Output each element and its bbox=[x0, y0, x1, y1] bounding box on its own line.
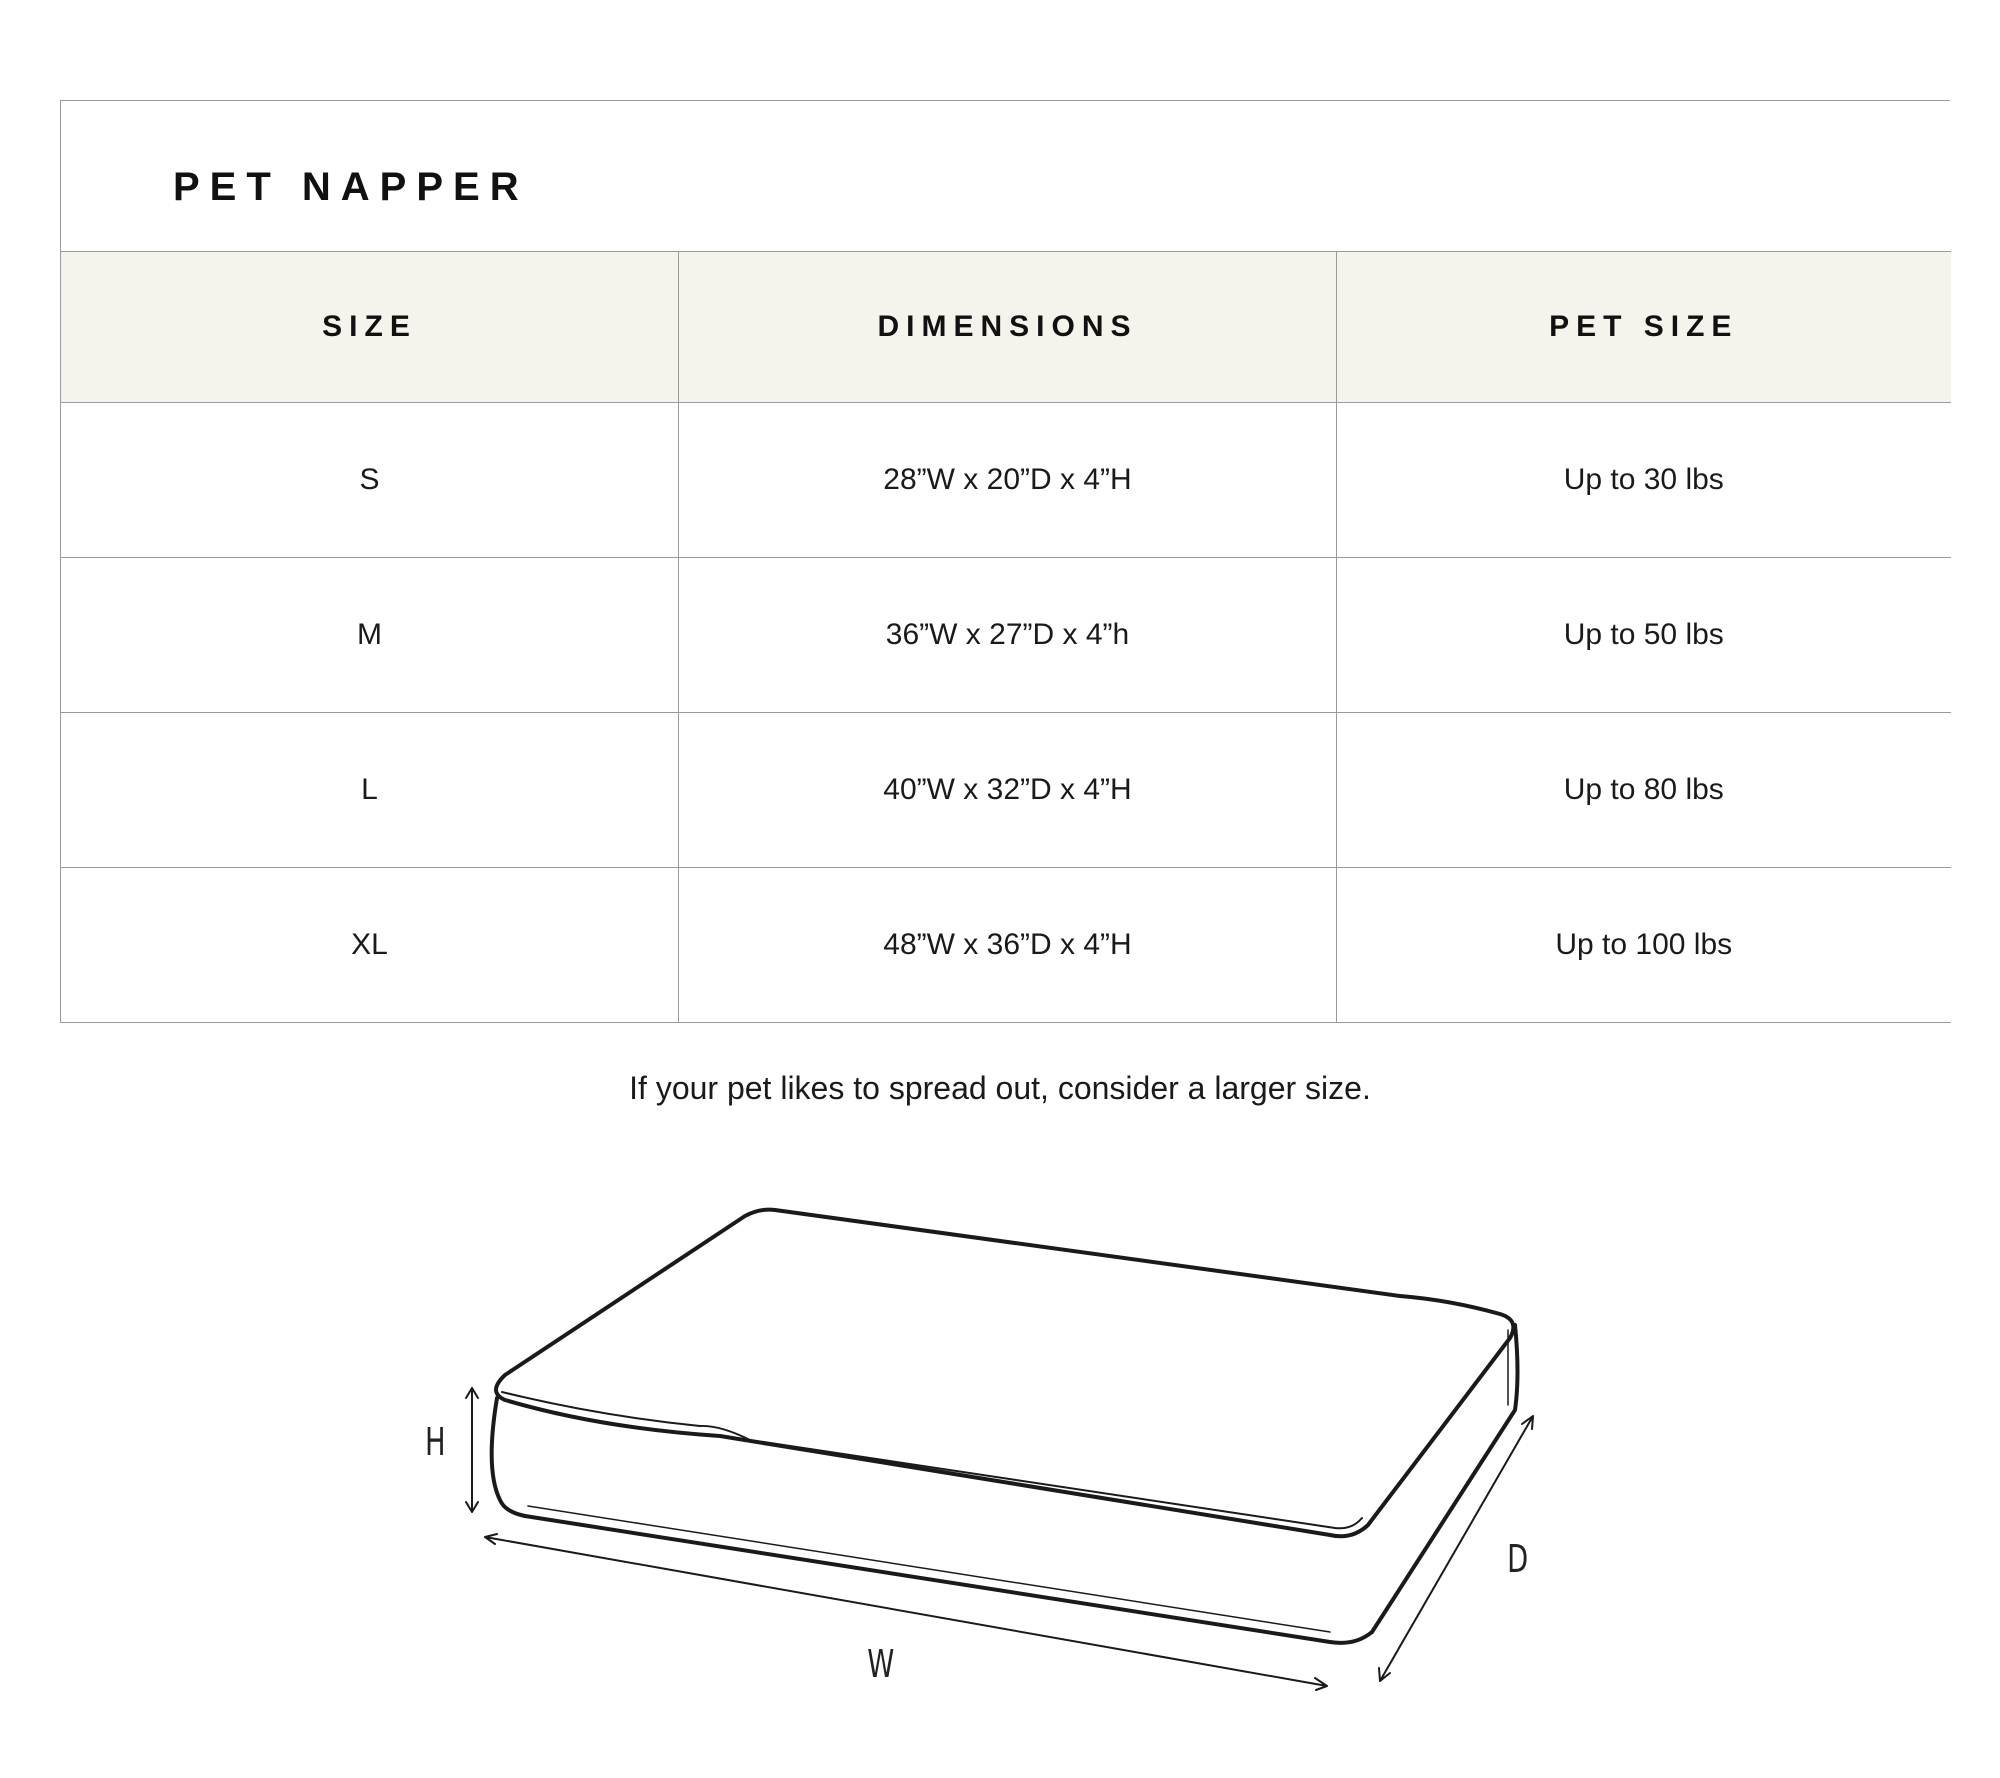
page-title: PET NAPPER bbox=[173, 165, 529, 209]
bed-side-right bbox=[1372, 1325, 1518, 1632]
size-note: If your pet likes to spread out, consider a larger size. bbox=[629, 1070, 1371, 1106]
cell-size: XL bbox=[61, 868, 679, 1023]
cell-pet-size: Up to 50 lbs bbox=[1337, 558, 1951, 713]
height-arrow bbox=[466, 1388, 478, 1512]
column-header-dimensions: DIMENSIONS bbox=[679, 252, 1337, 403]
cell-size: L bbox=[61, 713, 679, 868]
height-label: H bbox=[425, 1420, 446, 1464]
cell-size: S bbox=[61, 403, 679, 558]
bed-piping-line bbox=[502, 1392, 1362, 1528]
cell-pet-size: Up to 100 lbs bbox=[1337, 868, 1951, 1023]
cell-dimensions: 28”W x 20”D x 4”H bbox=[679, 403, 1337, 558]
column-header-pet-size: PET SIZE bbox=[1337, 252, 1951, 403]
bed-side-left bbox=[492, 1398, 525, 1516]
bed-bottom-inner bbox=[528, 1506, 1330, 1632]
cell-size: M bbox=[61, 558, 679, 713]
bed-top-outline bbox=[496, 1210, 1513, 1537]
cell-dimensions: 40”W x 32”D x 4”H bbox=[679, 713, 1337, 868]
bed-bottom-edge bbox=[525, 1516, 1372, 1643]
depth-label: D bbox=[1507, 1537, 1529, 1581]
cell-dimensions: 36”W x 27”D x 4”h bbox=[679, 558, 1337, 713]
width-label: W bbox=[867, 1642, 895, 1686]
column-header-size: SIZE bbox=[61, 252, 679, 403]
cell-pet-size: Up to 30 lbs bbox=[1337, 403, 1951, 558]
cell-pet-size: Up to 80 lbs bbox=[1337, 713, 1951, 868]
cell-dimensions: 48”W x 36”D x 4”H bbox=[679, 868, 1337, 1023]
